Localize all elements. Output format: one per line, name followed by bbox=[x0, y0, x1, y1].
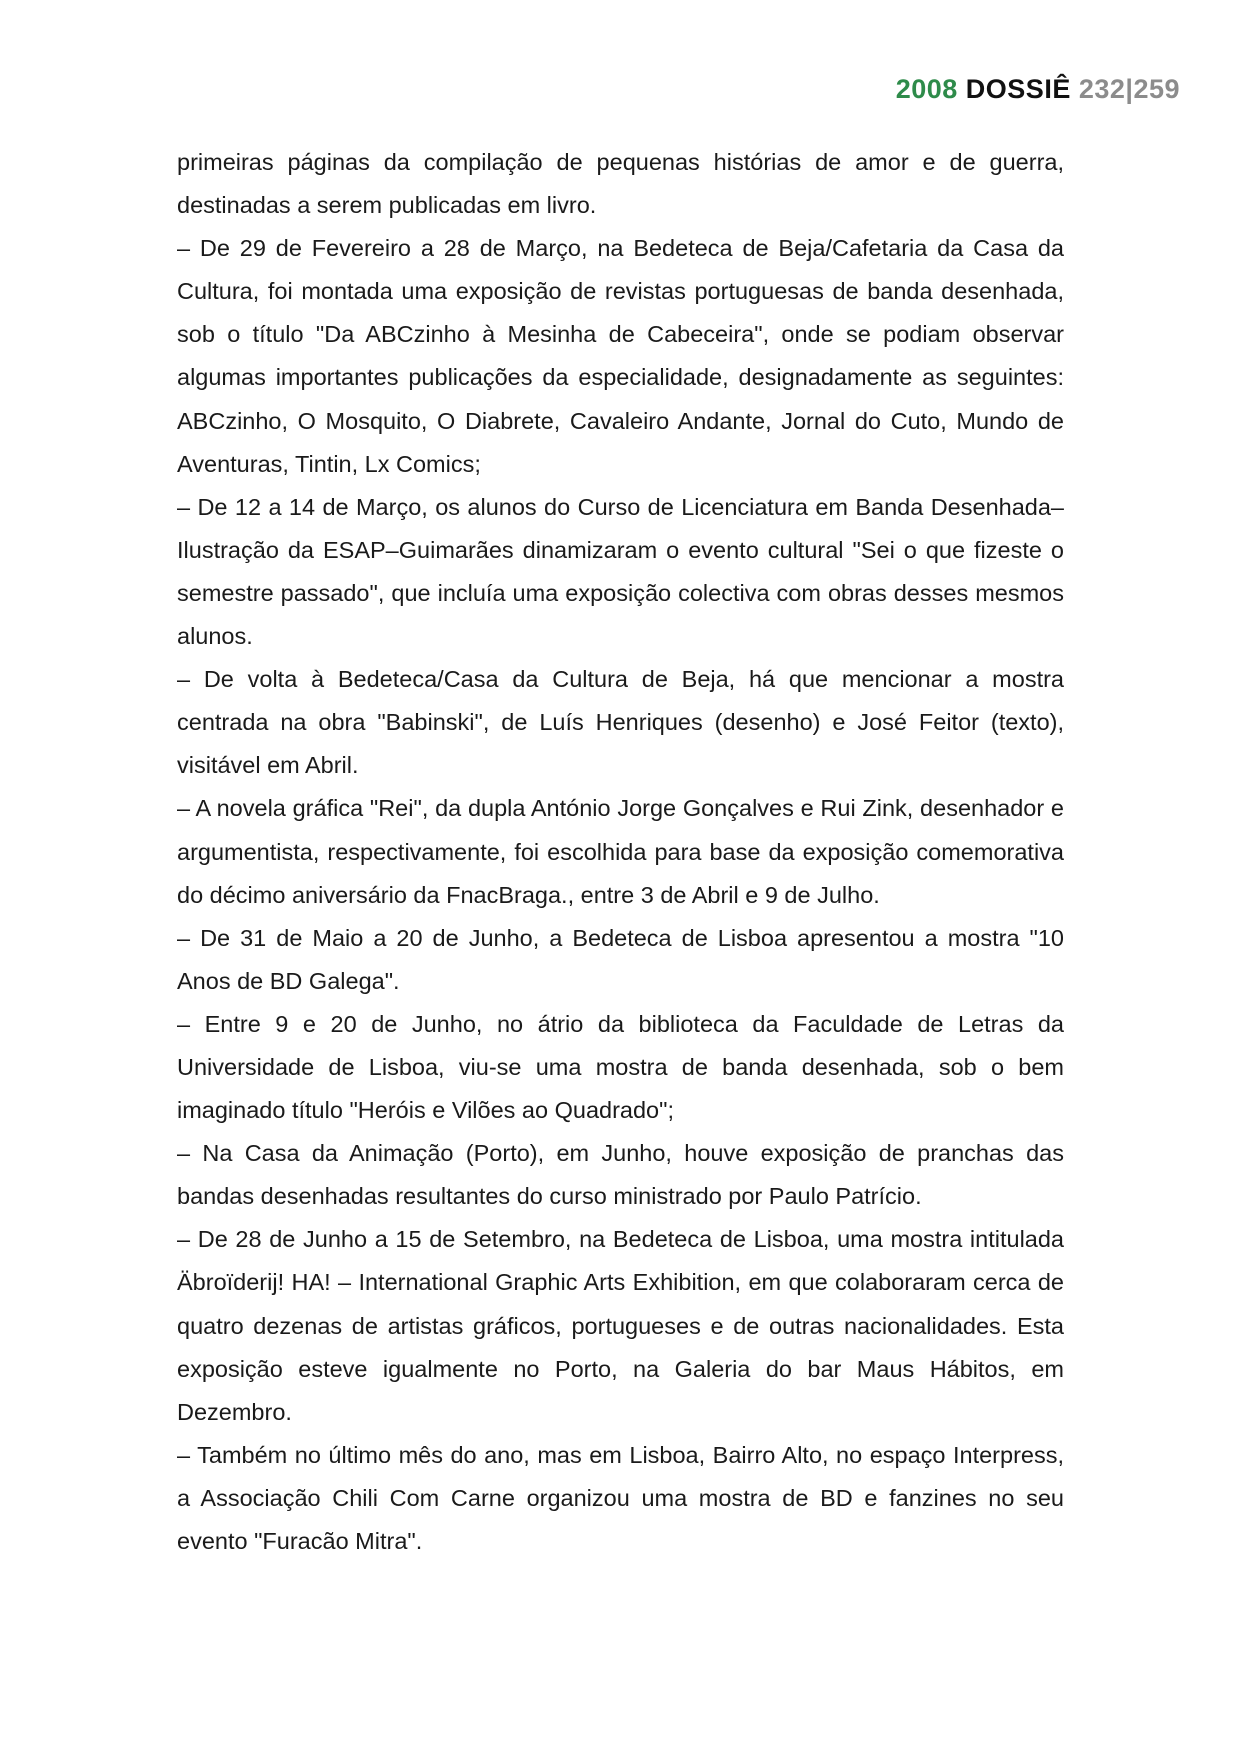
paragraph: – De 12 a 14 de Março, os alunos do Curso de Licenciatura em Banda Desenhada–Ilustração da ESAP–Guimarães dinamizaram o evento cultural "Sei o que fizeste o semestre passado", que incluía uma exposição colectiva com obras desses mesmos alunos. bbox=[177, 493, 1064, 650]
paragraph: – De volta à Bedeteca/Casa da Cultura de Beja, há que mencionar a mostra centrada na obra "Babinski", de Luís Henriques (desenho) e José Feitor (texto), visitável em Abril. bbox=[177, 666, 1064, 779]
paragraph: – De 29 de Fevereiro a 28 de Março, na Bedeteca de Beja/Cafetaria da Casa da Cultura, foi montada uma exposição de revistas portuguesas de banda desenhada, sob o título "Da ABCzinho à Mesinha de Cabeceira", onde se podiam observar algumas importantes publicações da especialidade, designadamente as seguintes: ABCzinho, O Mosquito, O Diabrete, Cavaleiro Andante, Jornal do Cuto, Mundo de Aventuras, Tintin, Lx Comics; bbox=[177, 235, 1064, 477]
body-text bbox=[177, 141, 1064, 1563]
paragraph: – De 28 de Junho a 15 de Setembro, na Bedeteca de Lisboa, uma mostra intitulada Äbroïderij! HA! – International Graphic Arts Exhibition, em que colaboraram cerca de quatro dezenas de artistas gráficos, portugueses e de outras nacionalidades. Esta exposição esteve igualmente no Porto, na Galeria do bar Maus Hábitos, em Dezembro. bbox=[177, 1226, 1064, 1425]
paragraph: – A novela gráfica "Rei", da dupla António Jorge Gonçalves e Rui Zink, desenhador e argumentista, respectivamente, foi escolhida para base da exposição comemorativa do décimo aniversário da FnacBraga., entre 3 de Abril e 9 de Julho. bbox=[177, 795, 1064, 908]
running-header bbox=[896, 74, 1180, 105]
header-title: DOSSIÊ bbox=[965, 74, 1071, 104]
header-page-numbers: 232|259 bbox=[1078, 74, 1180, 104]
paragraph: primeiras páginas da compilação de pequenas histórias de amor e de guerra, destinadas a serem publicadas em livro. bbox=[177, 149, 1064, 219]
paragraph: – Entre 9 e 20 de Junho, no átrio da biblioteca da Faculdade de Letras da Universidade de Lisboa, viu-se uma mostra de banda desenhada, sob o bem imaginado título "Heróis e Vilões ao Quadrado"; bbox=[177, 1010, 1064, 1124]
paragraph: – Na Casa da Animação (Porto), em Junho, houve exposição de pranchas das bandas desenhadas resultantes do curso ministrado por Paulo Patrício. bbox=[177, 1140, 1064, 1210]
paragraph: – De 31 de Maio a 20 de Junho, a Bedeteca de Lisboa apresentou a mostra "10 Anos de BD Galega". bbox=[177, 924, 1064, 994]
header-year: 2008 bbox=[895, 74, 958, 104]
paragraph: – Também no último mês do ano, mas em Lisboa, Bairro Alto, no espaço Interpress, a Associação Chili Com Carne organizou uma mostra de BD e fanzines no seu evento "Furacão Mitra". bbox=[177, 1441, 1064, 1554]
